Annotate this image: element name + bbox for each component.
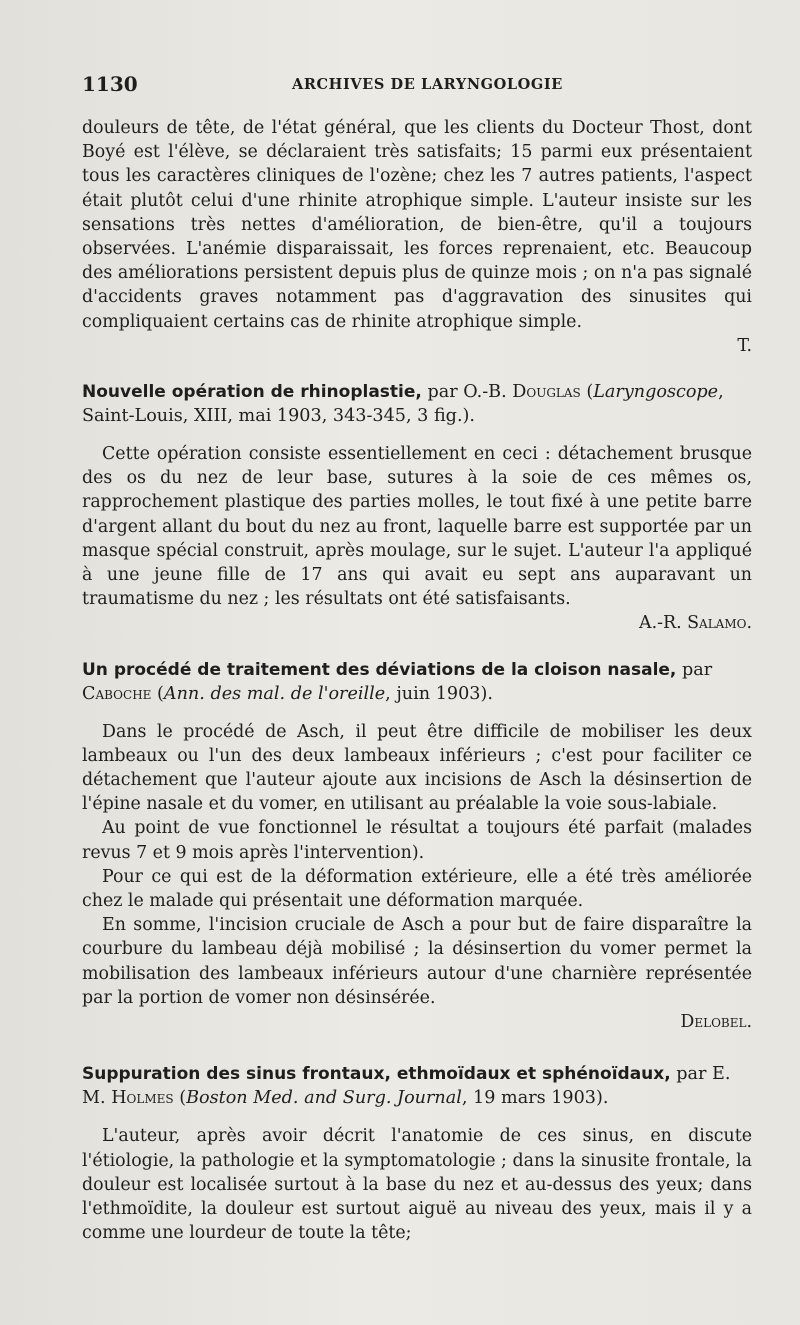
article-signature <box>82 1010 752 1034</box>
author-name: Caboche <box>82 683 152 704</box>
author-name: Douglas <box>512 382 581 403</box>
intro-paragraph: douleurs de tête, de l'état général, que les clients du Docteur Thost, dont Boyé est l'élève, se déclaraient très satisfaits; 15 parmi eux présentaient tous les caractères cliniques de l'ozène; chez les 7 autres patients, l'aspect était plutôt celui d'une rhinite atrophique simple. L'auteur insiste sur les sensations très nettes d'amélioration, de bien-être, qu'il a toujours observées. L'anémie disparaissait, les forces reprenaient, etc. Beaucoup des améliorations persistent depuis plus de quinze mois ; on n'a pas signalé d'accidents graves notamment pas d'aggravation des sinusites qui compliquaient certains cas de rhinite atrophique simple. <box>82 118 752 332</box>
article-paragraph: Pour ce qui est de la déformation extérieure, elle a été très améliorée chez le malade qui présentait une déformation marquée. <box>82 866 752 912</box>
body-text <box>82 116 752 1245</box>
article-paragraph: Au point de vue fonctionnel le résultat a toujours été parfait (malades revus 7 et 9 mois après l'intervention). <box>82 818 752 863</box>
article-title: Suppuration des sinus frontaux, ethmoïdaux et sphénoïdaux, <box>82 1064 671 1085</box>
article-paragraph: Cette opération consiste essentiellement en ceci : détachement brusque des os du nez de leur base, sutures à la soie de ces mêmes os, rapprochement plastique des parties molles, le tout fixé à une petite barre d'argent allant du bout du nez au front, laquelle barre est supportée par un masque spécial construit, après moulage, sur le sujet. L'auteur l'a appliqué à une jeune fille de 17 ans qui avait eu sept ans auparavant un traumatisme du nez ; les résultats ont été satisfaisants. <box>82 444 752 610</box>
journal-name: Ann. des mal. de l'oreille <box>163 683 386 704</box>
journal-name: Laryngoscope <box>593 382 719 403</box>
page-header <box>82 72 762 98</box>
running-title: ARCHIVES DE LARYNGOLOGIE <box>292 76 563 93</box>
author-name: Holmes <box>111 1088 174 1109</box>
author-prefix: par <box>681 659 713 680</box>
article-paragraph: L'auteur, après avoir décrit l'anatomie de ces sinus, en discute l'étiologie, la pathologie et la symptomatologie ; dans la sinusite frontale, la douleur est localisée surtout à la base du nez et au-dessus des yeux; dans l'ethmoïdite, la douleur est surtout aiguë au niveau des yeux, mais il y a comme une lourdeur de toute la tête; <box>82 1126 752 1244</box>
article-paragraph: Dans le procédé de Asch, il peut être difficile de mobiliser les deux lambeaux ou l'un des deux lambeaux inférieurs ; c'est pour faciliter ce détachement que l'auteur ajoute aux incisions de Asch la désinsertion de l'épine nasale et du vomer, en utilisant au préalable la voie sous-labiale. <box>82 721 752 815</box>
article-heading-cloison-nasale: Un procédé de traitement des déviations de la cloison nasale, par Caboche (Ann. des mal. de l'oreille, juin 1903). <box>82 659 713 704</box>
article-title: Un procédé de traitement des déviations de la cloison nasale, <box>82 659 677 680</box>
signature-text: A.-R. Salamo. <box>639 613 752 634</box>
article-paragraph: En somme, l'incision cruciale de Asch a pour but de faire disparaître la courbure du lambeau déjà mobilisé ; la désinsertion du vomer permet la mobilisation des lambeaux inférieurs autour d'une charnière représentée par la portion de vomer non désinsérée. <box>82 915 752 1008</box>
citation-details: , 19 mars 1903). <box>461 1088 609 1109</box>
page-number: 1130 <box>82 72 138 96</box>
article-heading-suppuration-sinus: Suppuration des sinus frontaux, ethmoïdaux et sphénoïdaux, par E. M. Holmes (Boston Med. and Surg. Journal, 19 mars 1903). <box>82 1064 731 1109</box>
citation-details: , juin 1903). <box>385 683 493 704</box>
signature-text: T. <box>737 335 752 356</box>
author-prefix: par E. M. <box>82 1064 731 1109</box>
signature-text: Delobel. <box>680 1012 752 1033</box>
intro-signature <box>82 334 752 358</box>
citation-details: , Saint-Louis, XIII, mai 1903, 343-345, 3 fig.). <box>82 382 724 427</box>
journal-name: Boston Med. and Surg. Journal <box>186 1088 462 1109</box>
author-prefix: par O.-B. <box>427 382 507 403</box>
article-signature <box>82 611 752 635</box>
article-title: Nouvelle opération de rhinoplastie, <box>82 382 422 403</box>
article-heading-rhinoplastie: Nouvelle opération de rhinoplastie, par O.-B. Douglas (Laryngoscope, Saint-Louis, XIII, mai 1903, 343-345, 3 fig.). <box>82 382 724 427</box>
